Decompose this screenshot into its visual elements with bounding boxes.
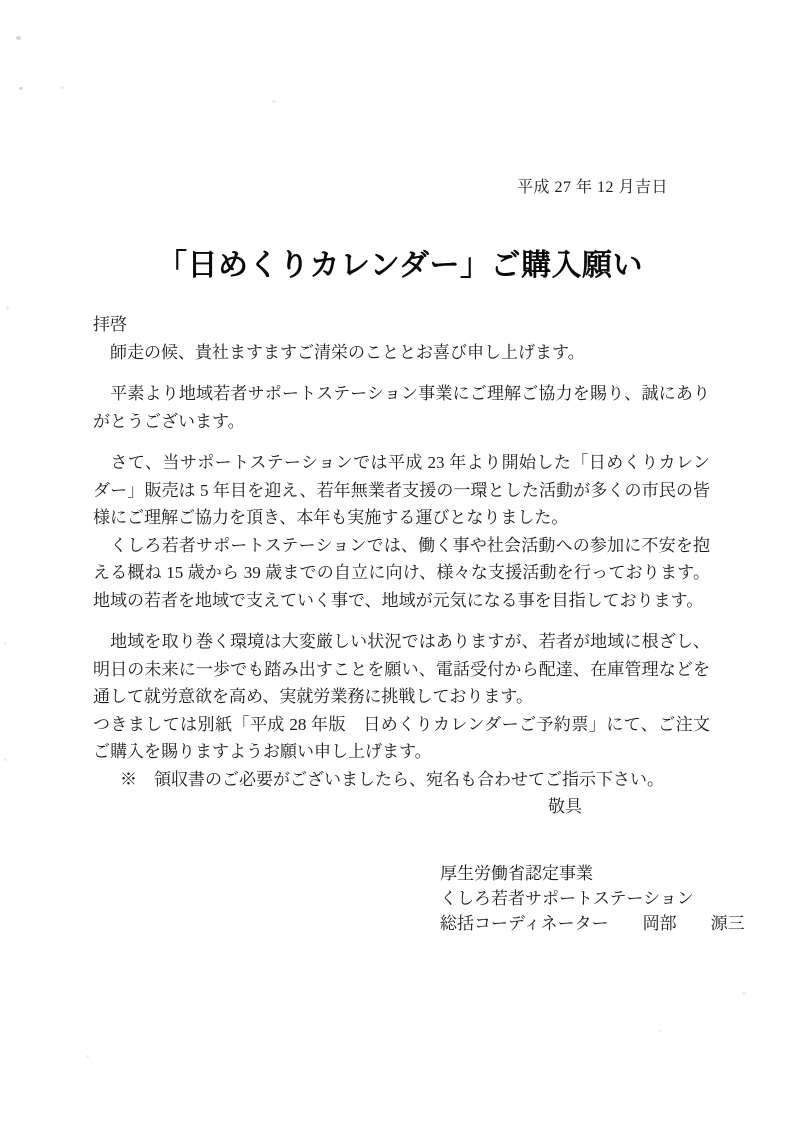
letter-date: 平成 27 年 12 月吉日 — [516, 179, 668, 196]
letter-body — [93, 311, 710, 821]
signature-certification: 厚生労働省認定事業 — [440, 863, 593, 883]
paragraph-greeting: 師走の候、貴社ますますご清栄のこととお喜び申し上げます。 — [93, 342, 585, 362]
closing-keigu: 敬具 — [548, 797, 582, 816]
paragraph-station-mission: くしろ若者サポートステーションでは、働く事や社会活動への参加に不安を抱える概ね 15 歳から 39 歳までの自立に向け、様々な支援活動を行っております。地域の若者を地域で支えていく事で、地域が元気になる事を目指しております。 — [93, 535, 710, 610]
scan-speck — [658, 1030, 661, 1032]
paragraph-thanks: 平素より地域若者サポートステーション事業にご理解ご協力を賜り、誠にありがとうございます。 — [93, 384, 710, 431]
signature-organization: くしろ若者サポートステーション — [440, 888, 694, 908]
scan-speck — [742, 992, 746, 995]
scan-speck — [19, 87, 23, 90]
signature-coordinator-name: 総括コーディネーター 岡部 源三 — [440, 913, 745, 933]
paragraph-work-challenge: 地域を取り巻く環境は大変厳しい状況ではありますが、若者が地域に根ざし、明日の未来に一歩でも踏み出すことを願い、電話受付から配達、在庫管理などを通して就労意欲を高め、実就労業務に挑戦しております。 — [93, 632, 710, 706]
scan-speck — [4, 642, 7, 645]
salutation: 拝啓 — [93, 315, 127, 334]
paragraph-order-request: つきましては別紙「平成 28 年版 日めくりカレンダーご予約票」にて、ご注文ご購入を賜りますようお願い申し上げます。 — [93, 714, 710, 761]
scan-speck — [16, 36, 21, 40]
scan-speck — [272, 100, 276, 103]
signature-block — [440, 861, 800, 936]
scan-speck — [6, 305, 9, 310]
scan-speck — [4, 758, 7, 761]
scan-speck — [86, 1055, 89, 1058]
paragraph-calendar-history: さて、当サポートステーションでは平成 23 年より開始した「日めくりカレンダー」販売は 5 年目を迎え、若年無業者支援の一環とした活動が多くの市民の皆様にご理解ご協力を頂き、本年も実施する運びとなりました。 — [93, 453, 710, 527]
receipt-note: ※ 領収書のご必要がございましたら、宛名も合わせてご指示下さい。 — [120, 769, 664, 789]
scan-speck — [60, 86, 64, 89]
letter-title: 「日めくりカレンダー」ご購入願い — [156, 248, 644, 283]
